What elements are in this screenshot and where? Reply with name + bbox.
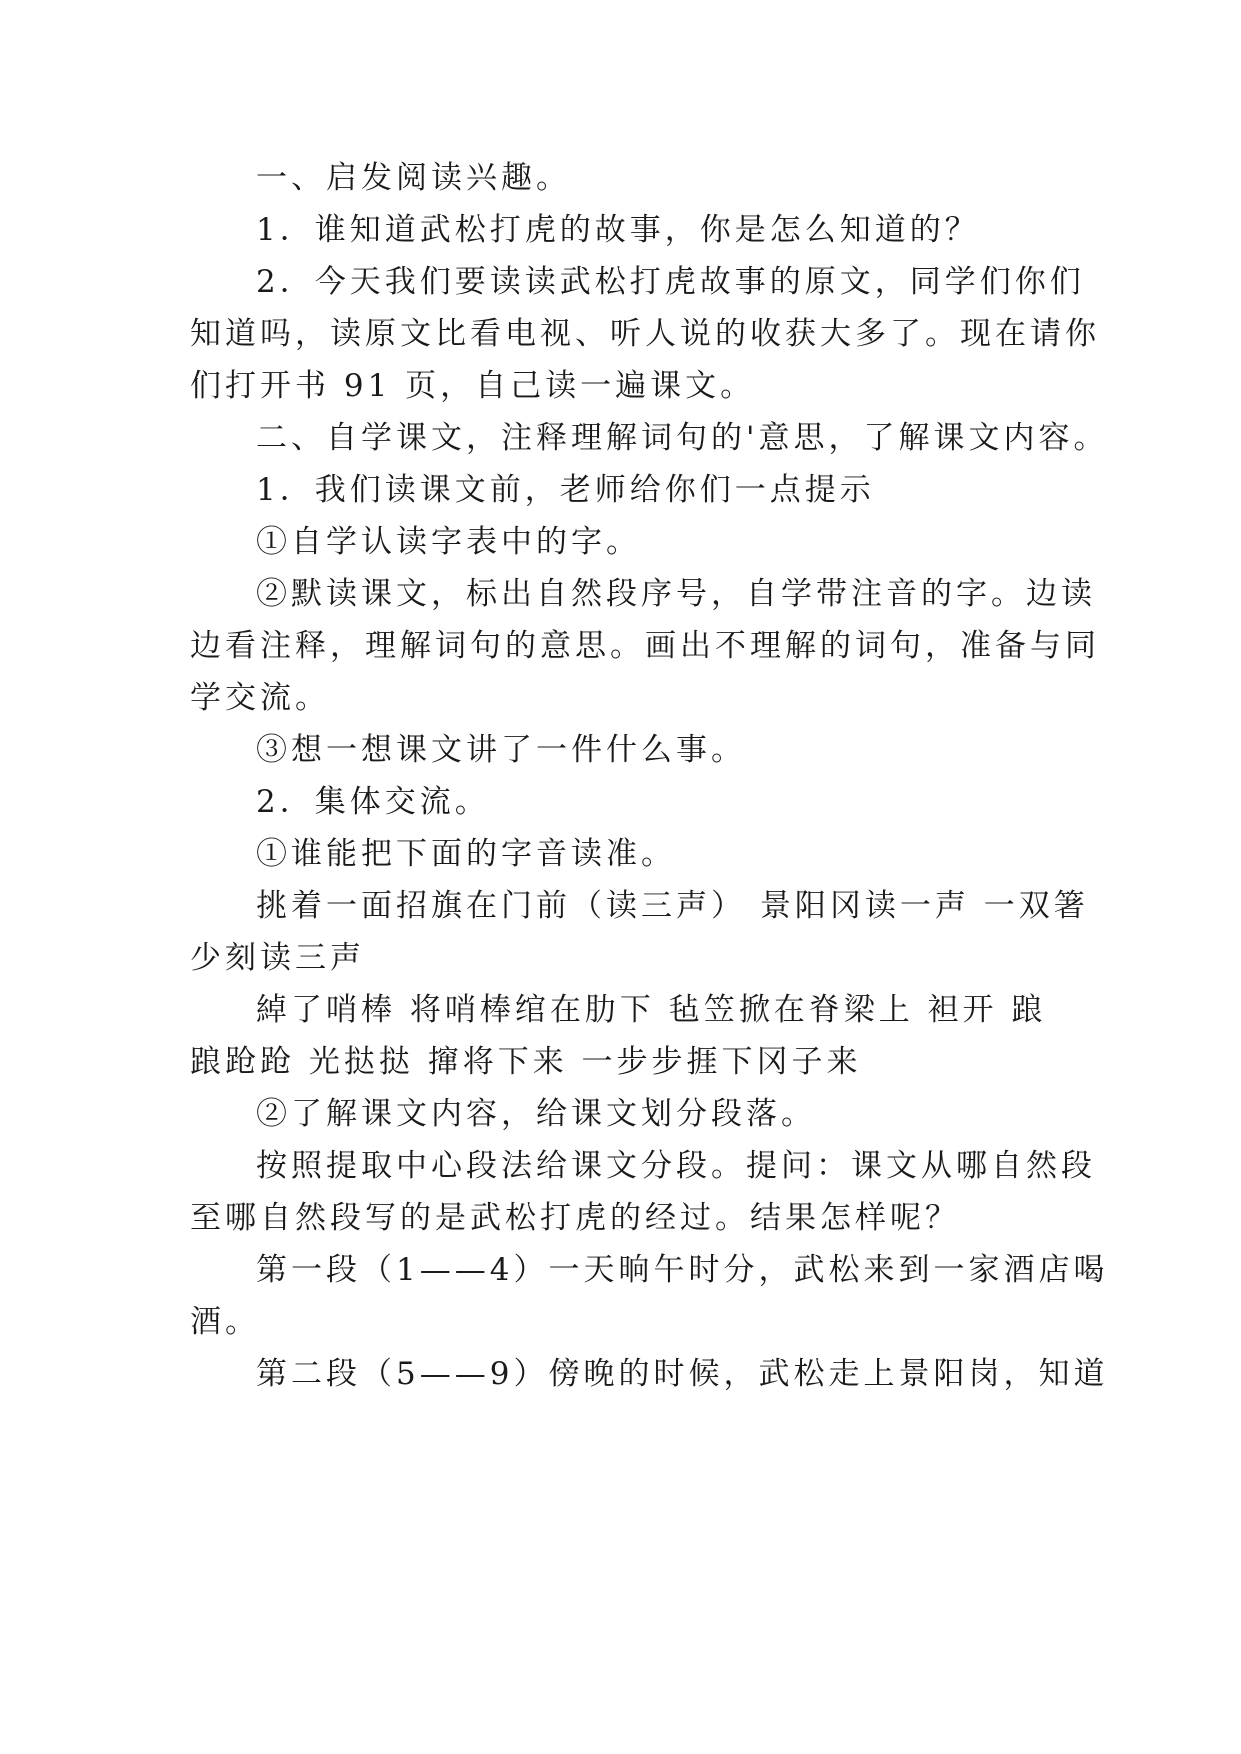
text-line: ①谁能把下面的字音读准。: [256, 836, 676, 872]
text-line: 二、自学课文，注释理解词句的'意思，了解课文内容。: [256, 420, 1109, 456]
text-line: 知道吗，读原文比看电视、听人说的收获大多了。现在请你: [190, 316, 1100, 352]
text-line: 踉跄跄 光挞挞 撺将下来 一步步捱下冈子来: [190, 1044, 862, 1080]
text-line: 1．谁知道武松打虎的故事，你是怎么知道的？: [256, 212, 980, 248]
text-line: 2．集体交流。: [256, 784, 490, 820]
text-line: 綽了哨棒 将哨棒绾在肋下 毡笠掀在脊梁上 袒开 踉: [256, 992, 1047, 1028]
text-line: 们打开书 91 页，自己读一遍课文。: [190, 368, 756, 404]
text-line: 一、启发阅读兴趣。: [256, 160, 571, 196]
text-line: 学交流。: [190, 680, 330, 716]
text-line: ②默读课文，标出自然段序号，自学带注音的字。边读: [256, 576, 1096, 612]
text-line: ①自学认读字表中的字。: [256, 524, 641, 560]
text-line: 少刻读三声: [190, 940, 365, 976]
text-line: 2．今天我们要读读武松打虎故事的原文，同学们你们: [256, 264, 1085, 300]
text-line: 酒。: [190, 1304, 260, 1340]
text-line: 至哪自然段写的是武松打虎的经过。结果怎样呢？: [190, 1200, 960, 1236]
text-line: 第二段（5——9）傍晚的时候，武松走上景阳岗，知道: [256, 1356, 1109, 1392]
text-line: ③想一想课文讲了一件什么事。: [256, 732, 746, 768]
text-line: 按照提取中心段法给课文分段。提问：课文从哪自然段: [256, 1148, 1096, 1184]
text-line: 边看注释，理解词句的意思。画出不理解的词句，准备与同: [190, 628, 1100, 664]
text-line: 1．我们读课文前，老师给你们一点提示: [256, 472, 875, 508]
text-line: ②了解课文内容，给课文划分段落。: [256, 1096, 816, 1132]
text-line: 第一段（1——4）一天晌午时分，武松来到一家酒店喝: [256, 1252, 1109, 1288]
text-line: 挑着一面招旗在门前（读三声） 景阳冈读一声 一双箸: [256, 888, 1089, 924]
